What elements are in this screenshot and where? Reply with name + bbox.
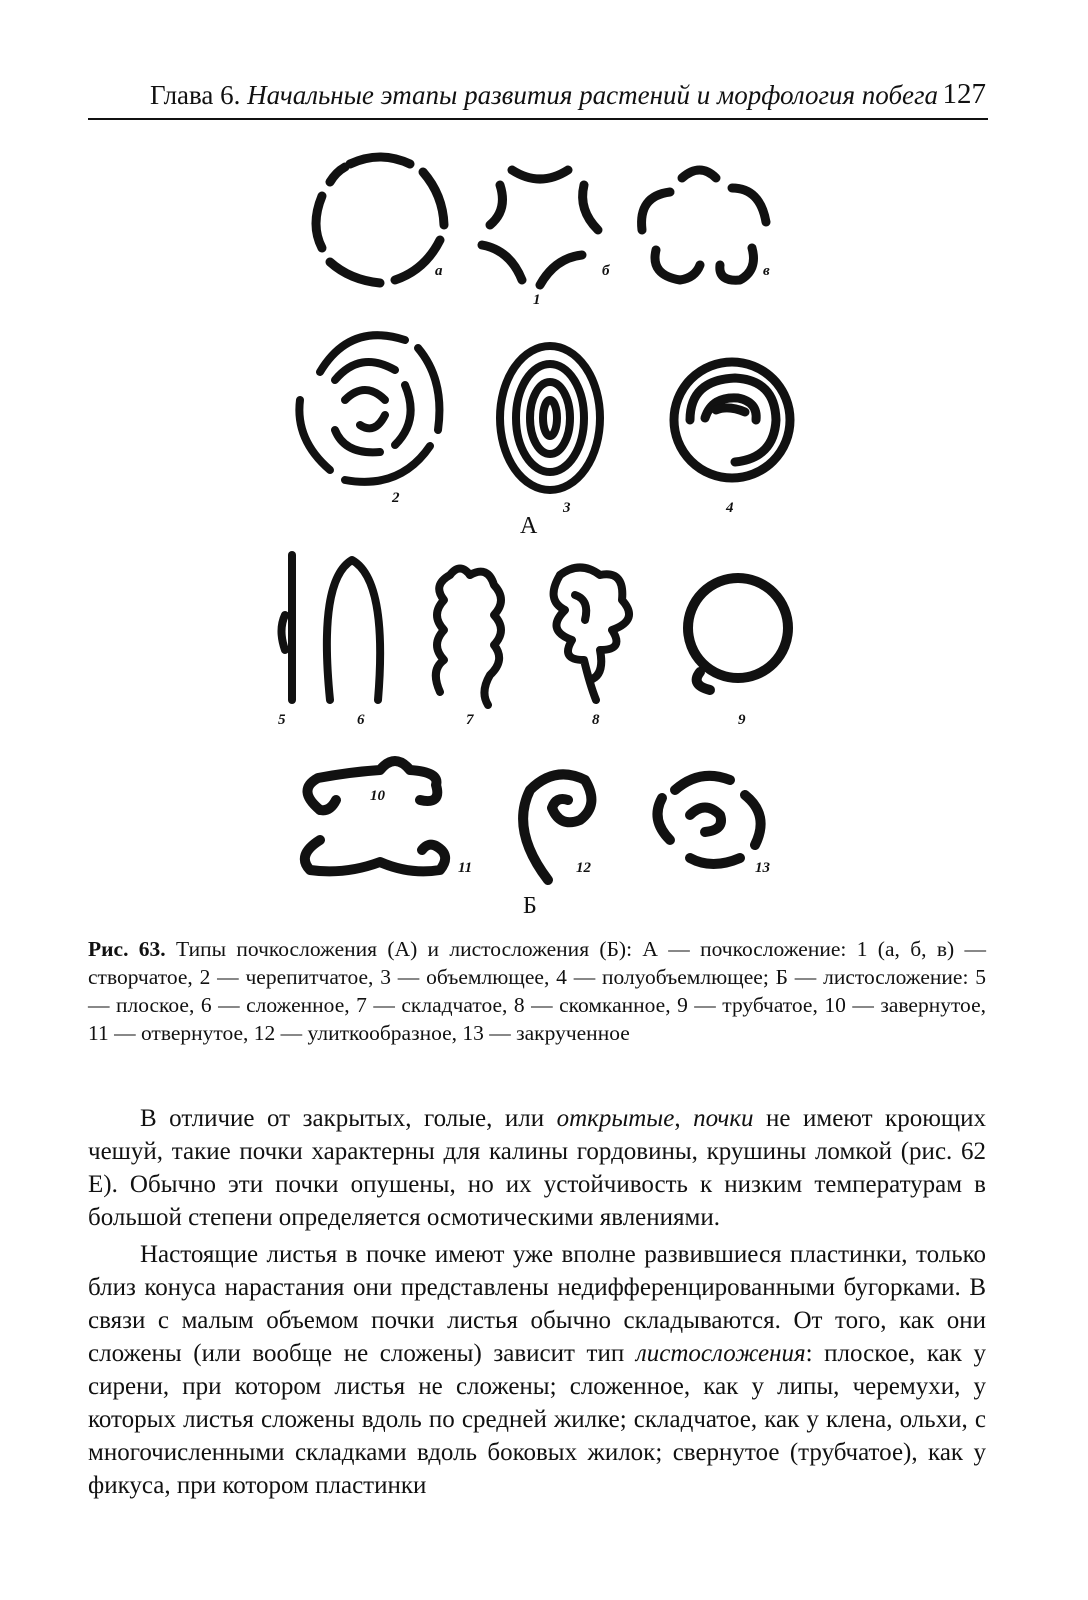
caption-label: Рис. 63. xyxy=(88,937,166,961)
diagram-1b-valvate xyxy=(482,170,598,285)
diagram-1c-valvate xyxy=(642,170,766,280)
diagram-4-half-equitant xyxy=(674,362,790,478)
diagram-9-convolute xyxy=(688,578,788,690)
body-text xyxy=(88,1102,986,1502)
label-b: б xyxy=(602,263,610,279)
p1-em-buds: почки xyxy=(693,1105,754,1132)
label-group-b: Б xyxy=(523,893,537,919)
label-4: 4 xyxy=(726,500,734,516)
figure-caption xyxy=(88,935,986,1047)
label-2: 2 xyxy=(392,490,400,506)
label-1: 1 xyxy=(533,292,541,308)
diagram-2-imbricate xyxy=(299,335,439,482)
label-7: 7 xyxy=(466,712,474,728)
diagram-13-twisted xyxy=(658,776,761,864)
p2-text-b: : плоское, как у сирени, при котором листья не сложены; сложенное, как у липы, черемухи, у которых листья сложены вдоль по средней жилке; складчатое, как у клена, ольхи, с многочисленными складками вдоль боковых жилок; свернутое (трубчатое), как у фикуса, при котором пластинки xyxy=(88,1340,986,1499)
p1-text-b: , xyxy=(674,1105,694,1132)
label-12: 12 xyxy=(576,860,591,876)
p1-text-c: не имеют кроющих чешуй, такие почки характерны для калины гордовины, крушины ломкой (рис. 62 Е). Обычно эти почки опушены, но их устойчивость к низким температурам в большой степени определяется осмотическими явлениями. xyxy=(88,1105,987,1231)
label-v: в xyxy=(763,263,770,279)
label-9: 9 xyxy=(738,712,746,728)
p2-em-term: листосложения xyxy=(635,1340,806,1367)
label-13: 13 xyxy=(755,860,770,876)
paragraph-1 xyxy=(88,1102,986,1234)
diagram-3-equitant xyxy=(500,346,600,490)
chapter-title: Начальные этапы развития растений и морфология побега xyxy=(247,80,939,110)
diagram-11-revolute xyxy=(305,840,445,871)
caption-text: Типы почкосложения (А) и листосложения (Б): А — почкосложение: 1 (а, б, в) — створчатое, 2 — черепитчатое, 3 — объемлющее, 4 — полуобъемлющее; Б — листосложение: 5 — плоское, 6 — сложенное, 7 — складчатое, 8 — скомканное, 9 — трубчатое, 10 — завернутое, 11 — отвернутое, 12 — улиткообразное, 13 — закрученное xyxy=(88,937,986,1045)
label-5: 5 xyxy=(278,712,286,728)
diagram-7-plicate xyxy=(436,569,501,706)
label-10: 10 xyxy=(370,788,385,804)
label-8: 8 xyxy=(592,712,600,728)
diagram-8-crumpled xyxy=(554,568,629,701)
diagram-1a-valvate xyxy=(316,157,444,283)
paragraph-2 xyxy=(88,1238,986,1502)
p1-text-a: В отличие от закрытых, голые, или xyxy=(140,1105,557,1132)
diagram-6-conduplicate xyxy=(327,560,380,700)
p1-em-open: открытые xyxy=(556,1105,675,1132)
chapter-number: Глава 6. xyxy=(150,80,241,110)
p2-text-a: Настоящие листья в почке имеют уже вполне развившиеся пластинки, только близ конуса нарастания они представлены недифференцированными бугорками. В связи с малым объемом почки листья обычно складываются. От того, как они сложены (или вообще не сложены) зависит тип xyxy=(88,1241,986,1367)
label-11: 11 xyxy=(458,860,473,876)
label-3: 3 xyxy=(563,500,571,516)
label-a: а xyxy=(435,263,443,279)
diagram-5-flat xyxy=(282,555,293,700)
page-number: 127 xyxy=(942,78,986,110)
label-group-a: А xyxy=(520,513,538,539)
label-6: 6 xyxy=(357,712,365,728)
